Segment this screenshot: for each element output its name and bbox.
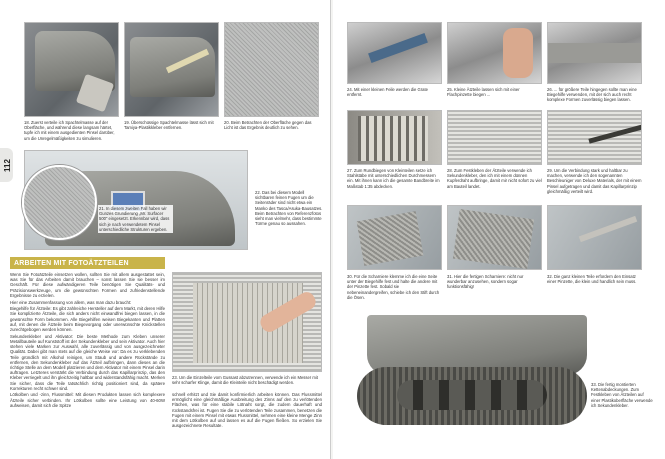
caption-31: 31. Hier die fertigen Scharniere: nicht nur wunderbar anzusehen, sondern sogar funktionsfähig! <box>447 274 524 290</box>
photo-21-detail-inset <box>22 165 97 240</box>
caption-25: 25. Kleine Ätzteile lassen sich mit einer Flachpinzette biegen ... <box>447 87 520 98</box>
caption-29: 29. Um die Verbindung stark und haltbar zu machen, verwende ich den sogenannten Beschleuniger von Deluxe Materials, der mit einem Pinsel aufgetragen und damit das Kapillarprinzip gleichmäßig verteilt wird. <box>547 168 642 194</box>
right-page <box>333 0 665 459</box>
caption-18: 18. Zuerst verteile ich Spachtelmasse auf der Oberfläche, und während diese langsam härtet, tupfe ich mit einem ausgedienten Pinsel darüber, um die Unregelmäßigkeiten zu simulieren. <box>24 120 115 141</box>
caption-21: 21. In diesem zweiten Fall haben wir Gunzes Grundierung „Mr. Surfacer 500“ eingesetzt. Erkennbar wird, dass sich je nach verwendetem Pinsel unterschiedliche Strukturen ergeben. <box>98 205 173 233</box>
photo-32 <box>547 205 642 270</box>
photo-19 <box>124 22 219 117</box>
photo-28 <box>447 110 542 165</box>
paragraph-glue: Sekundenkleber und Aktivator: Die beste Methode zum Kleben unserer Metallbauteile auf Kunststoff ist der Sekundenkleber und sein Aktivator. Auch hier stehen viele Marken zur Auswahl, alle zuverlässig und von ausgezeichneter Qualität. Dabei gibt man stets auf die gleiche Weise vor: Da es zu verklebenden Teile gründlich mit Alkohol reinigen, um Staub und andere Rückstände zu entfernen, den Sekundenkleber auf das Ätzteil aufbringen, dann dieses an die richtige Stelle an dem Modell platzieren und dem Aktivator mit einem Pinsel darin auftragen. Letzteres verstärkt die Verbindung durch das Kapillarprinzip, das den Kleber verriegelt und ihn gleichzeitig haltbar und widerstandsfähig macht. Merken Sie sicher, dass die Teile tatsächlich richtig positioniert sind, da spätere Korrekturen recht schwer sind. <box>10 333 165 391</box>
caption-28: 28. Zum Festkleben der Ätzteile verwende ich Sekundenkleber, den ich mit einem dünnen Kupferdraht aufbringe, damit mir nicht sofort zu viel am Bauteil landet. <box>447 168 542 189</box>
paragraph-intro: Wenn Sie Fotoätzteile einsetzen wollen, sollten Sie mit allem ausgestattet sein, was Sie für das Arbeiten damit brauchen – sonst lassen Sie sie besser im Geschäft. Für diese aufwändigeren Teile benötigen Sie Qualitäts- und Präzisionswerkzeuge, um die gewünschten Formen und zufriedenstellende Ergebnisse zu erzielen. <box>10 272 165 298</box>
caption-30: 30. Für die Scharniere klemme ich die eine Seite unter der Biegehilfe fest und halte die andere mit der Pinzette fest. Sobald sie nebeneinandergreifen, schiebe ich den Stift durch die Ösen. <box>347 274 440 300</box>
caption-24: 24. Mit einer kleinen Feile werden die Grate entfernt. <box>347 87 428 98</box>
caption-26: 26. ... für größere Teile hingegen sollte man eine Biegehilfe verwenden, mit der sich auch recht komplexe Formen zuverlässig biegen lassen. <box>547 87 637 103</box>
body-text-column-2: schnell erhitzt und Sie damit konfirmierlich arbeiten können. Das Flussmittel ermöglicht eine gleichmäßige Ausbreitung des Zinns auf den zu verlötenden Flächen, was für eine stabile Lötnaht sorgt, die zudem dauerhaft und rückstandsfrei ist. Fugen Sie die zu verlötenden Teile zusammen, benetzen die Fugen mit einem Pinsel mit etwas Flussmittel, nehmen eine kleine Menge Zinn mit dem Lötkolben auf und lassen es auf die Fugen fließen. So erzielen Sie ausgezeichnete Resultate. <box>172 392 322 429</box>
caption-20: 20. Beim Betrachten der Oberfläche gegen das Licht ist das Ergebnis deutlich zu sehen. <box>224 120 312 131</box>
paragraph-soldering: Lötkolben und -zinn, Flussmittel: Mit diesen Produkten lassen sich komplexere Ätzteile sicher verbinden. Ihr Lötkolben sollte eine Leistung von 40-60W aufweisen, damit sich die Spitze <box>10 392 165 408</box>
photo-26 <box>547 22 642 84</box>
photo-25 <box>447 22 542 84</box>
photo-20 <box>224 22 319 117</box>
photo-27 <box>347 110 442 165</box>
caption-19: 19. Überschüssige Spachtelmasse lässt sich mit Tamiya-Plastikkleber entfernen. <box>124 120 214 131</box>
caption-23: 23. Um die Einzelteile vom Gussast abzutrennen, verwende ich ein Messer mit sehr scharfer Klinge, damit die Kleinteile nicht beschädigt werden. <box>172 375 318 386</box>
caption-33: 33. Die fertig montierten Kettenabdeckungen. Zum Festkleben von Ätzteilen auf einer Plastikoberfläche verwende ich Sekundenkleber. <box>591 382 653 408</box>
section-heading <box>10 257 165 269</box>
caption-27: 27. Zum Rundbiegen von Kleinteilen setze ich Stahlstäbe mit unterschiedlichen Durchmessern ein. Mit ihnen kann ich die gesamte Bandbreite im Maßstab 1:35 abdecken. <box>347 168 440 189</box>
left-page-number: 112 <box>2 158 12 172</box>
caption-32: 32. Die ganz kleinen Teile erfordern den Einsatz einer Pinzette, die klein und handlich sein muss. <box>547 274 637 285</box>
body-text-column-1 <box>10 272 165 410</box>
left-page <box>0 0 331 459</box>
photo-18 <box>24 22 119 117</box>
photo-31 <box>447 205 542 270</box>
photo-29 <box>547 110 642 165</box>
paragraph-summary: Hier eine Zusammenfassung von allem, was man dazu braucht: <box>10 299 132 305</box>
photo-24 <box>347 22 442 84</box>
photo-30 <box>347 205 442 270</box>
caption-22: 22. Das bei diesem Modell sichtbaren feinen Fugen um die Seitenräder sind nicht etwa ein Manko des Tasca/Asuka-Bausatzes. Beim Betrachten von Referenzfotos sieht man vielmehr, dass bestimmte Türme genau so aussahen. <box>255 190 323 227</box>
section-title: ARBEITEN MIT FOTOÄTZTEILEN <box>14 259 129 267</box>
photo-33 <box>347 305 587 445</box>
paragraph-bending-tool: Biegehilfe für Ätzteile: Es gibt zahlreiche Hersteller auf dem Markt, mit deren Hilfe Sie komplizierte Ätzteile, die sich anders nicht einwandfrei biegen lassen, in die gewünschte Form bekommen. Alle Biegehilfen weisen Biegekanten und Platten auf, mit denen die Ätzteile beim Biegevorgang oder unerwünschte Knickstellen zurechtgebogen werden können. <box>10 306 165 333</box>
photo-23 <box>172 272 322 372</box>
